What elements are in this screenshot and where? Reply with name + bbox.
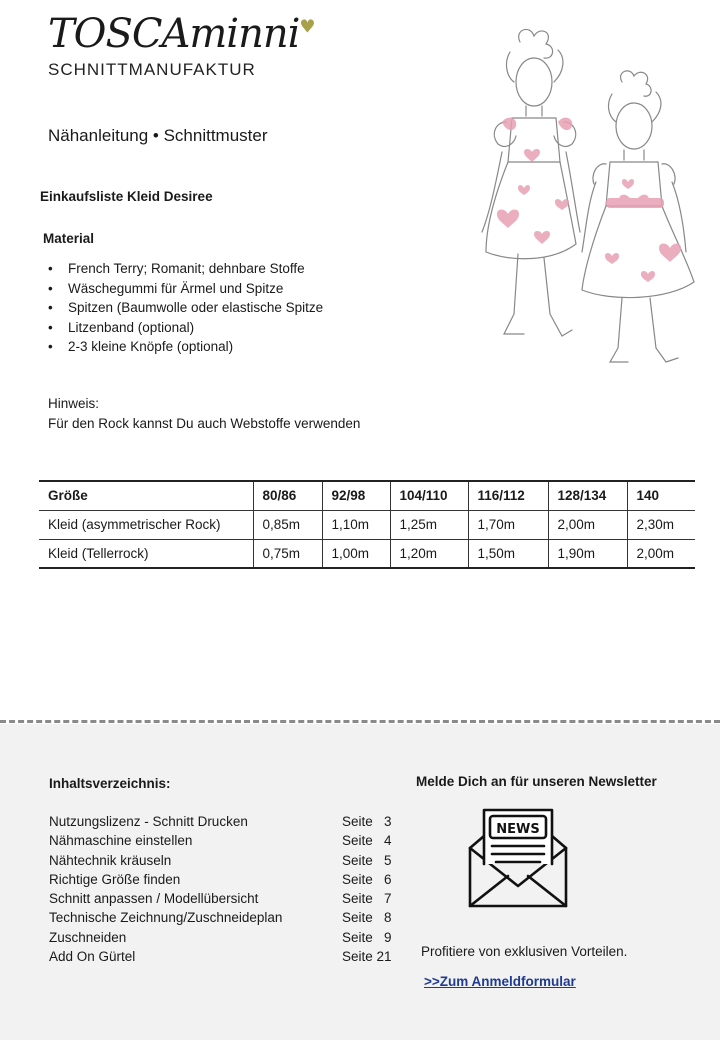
toc-item[interactable] (49, 831, 394, 850)
material-title: Material (43, 231, 95, 246)
table-header-cell: 128/134 (548, 481, 627, 510)
list-item: • 2-3 kleine Knöpfe (optional) (46, 337, 323, 357)
toc-item-page: Seite 5 (342, 852, 392, 868)
table-row (39, 510, 695, 539)
list-item: • French Terry; Romanit; dehnbare Stoffe (46, 259, 323, 279)
toc-item[interactable] (49, 889, 394, 908)
toc-item-label: Schnitt anpassen / Modellübersicht (49, 891, 259, 907)
table-cell: 1,90m (548, 539, 627, 568)
toc-item[interactable] (49, 928, 394, 947)
table-header-cell: 116/112 (468, 481, 548, 510)
newsletter-text: Profitiere von exklusiven Vorteilen. (421, 944, 628, 959)
toc-item-label: Zuschneiden (49, 929, 127, 945)
material-list (46, 259, 323, 357)
brand-logo (48, 11, 315, 80)
toc-item-page: Seite 9 (342, 929, 392, 945)
newsletter-signup-link[interactable]: >>Zum Anmeldformular (424, 974, 576, 989)
table-cell: 2,00m (627, 539, 695, 568)
hint-label: Hinweis: (48, 396, 100, 411)
toc-item-page: Seite 8 (342, 910, 392, 926)
toc-item-label: Technische Zeichnung/Zuschneideplan (49, 910, 283, 926)
table-cell: Kleid (Tellerrock) (39, 539, 253, 568)
toc-item[interactable] (49, 851, 394, 870)
table-cell: 1,10m (322, 510, 390, 539)
table-cell: 0,85m (253, 510, 322, 539)
toc-item-page: Seite 3 (342, 814, 392, 829)
toc-item-label: Richtige Größe finden (49, 871, 181, 887)
table-cell: 1,25m (390, 510, 468, 539)
list-item: • Litzenband (optional) (46, 318, 323, 338)
list-item: • Spitzen (Baumwolle oder elastische Spitze (46, 298, 323, 318)
hint-text: Für den Rock kannst Du auch Webstoffe verwenden (48, 416, 361, 431)
toc-item-page: Seite 21 (342, 949, 392, 965)
toc-item-page: Seite 7 (342, 891, 392, 907)
toc-item[interactable] (49, 908, 394, 927)
toc-item-label: Add On Gürtel (49, 949, 136, 965)
logo-subtitle: SCHNITTMANUFAKTUR (48, 60, 256, 79)
table-cell: 1,50m (468, 539, 548, 568)
table-header-row (39, 481, 695, 510)
list-item: • Wäschegummi für Ärmel und Spitze (46, 279, 323, 299)
toc-item[interactable] (49, 812, 394, 831)
table-cell: Kleid (asymmetrischer Rock) (39, 510, 253, 539)
shopping-list-title: Einkaufsliste Kleid Desiree (40, 189, 213, 204)
toc-item-label: Nähmaschine einstellen (49, 833, 193, 849)
toc-item[interactable] (49, 947, 394, 966)
size-table (39, 480, 695, 569)
toc-item-page: Seite 4 (342, 833, 392, 849)
hint-block (48, 394, 360, 434)
toc-title: Inhaltsverzeichnis: (49, 776, 171, 791)
newsletter-title: Melde Dich an für unseren Newsletter (416, 774, 657, 789)
toc-item-label: Nutzungslizenz - Schnitt Drucken (49, 814, 248, 829)
table-cell: 1,70m (468, 510, 548, 539)
toc-item-page: Seite 6 (342, 871, 392, 887)
table-header-cell: 140 (627, 481, 695, 510)
table-cell: 2,30m (627, 510, 695, 539)
toc-item-label: Nähtechnik kräuseln (49, 852, 172, 868)
table-cell: 1,20m (390, 539, 468, 568)
toc-item[interactable] (49, 870, 394, 889)
newsletter-icon-label: NEWS (496, 822, 540, 837)
table-of-contents (49, 812, 394, 966)
table-cell: 1,00m (322, 539, 390, 568)
document-title: Nähanleitung • Schnittmuster (48, 126, 268, 145)
table-header-cell: Größe (39, 481, 253, 510)
dashed-divider (0, 720, 720, 723)
dress-illustration (472, 22, 702, 372)
table-row (39, 539, 695, 568)
table-cell: 2,00m (548, 510, 627, 539)
table-header-cell: 80/86 (253, 481, 322, 510)
table-header-cell: 104/110 (390, 481, 468, 510)
table-cell: 0,75m (253, 539, 322, 568)
table-header-cell: 92/98 (322, 481, 390, 510)
heart-icon: ♥ (299, 16, 315, 38)
newsletter-envelope-icon (466, 806, 570, 910)
logo-script: TOSCAminni♥ (48, 11, 315, 57)
